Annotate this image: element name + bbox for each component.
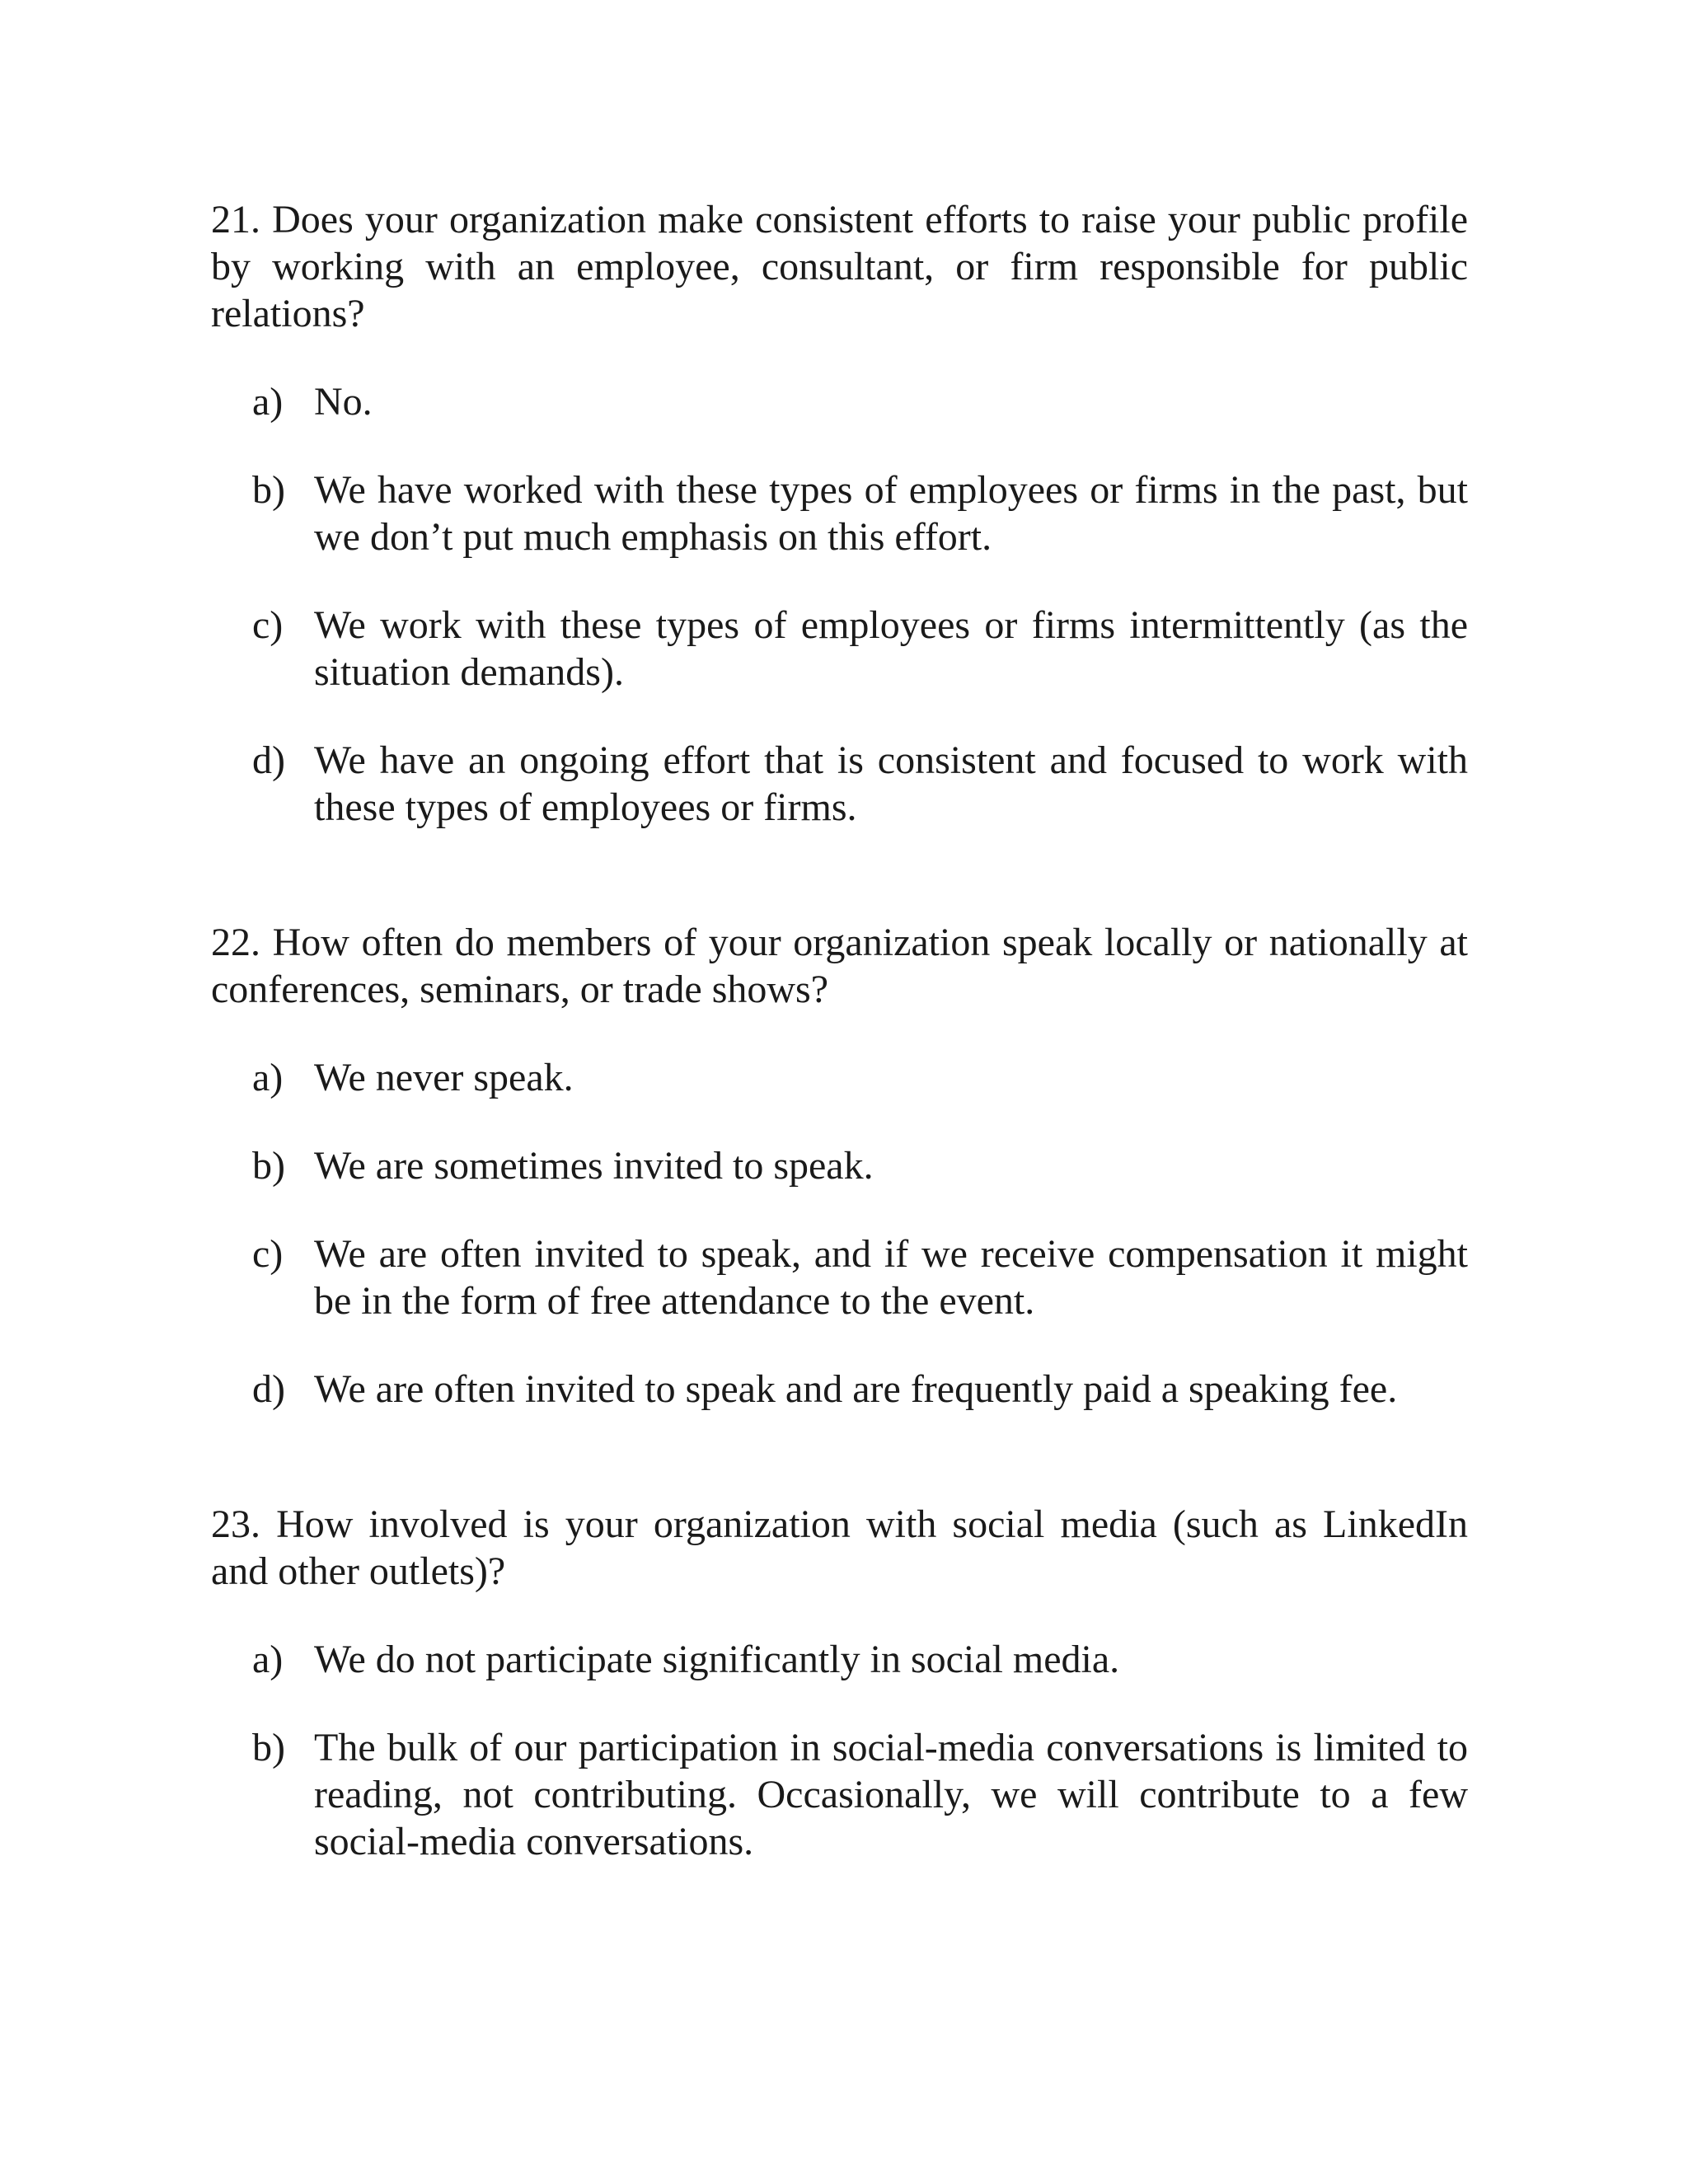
option-text: We are sometimes invited to speak. <box>314 1144 874 1188</box>
option-text: We never speak. <box>314 1056 574 1099</box>
option-text: The bulk of our participation in social-media conversations is limited to reading, not contributing. Occasionally, we will contribute to a few social-media conversations. <box>314 1726 1468 1863</box>
option-text: We are often invited to speak and are frequently paid a speaking fee. <box>314 1367 1398 1411</box>
option-a <box>211 1054 1468 1101</box>
section-spacer <box>211 1454 1468 1501</box>
option-a <box>211 1636 1468 1683</box>
option-text: No. <box>314 380 373 424</box>
option-letter: a) <box>252 1638 284 1681</box>
option-c <box>211 1230 1468 1324</box>
option-text: We have an ongoing effort that is consistent and focused to work with these types of employees or firms. <box>314 738 1468 829</box>
option-d <box>211 737 1468 831</box>
option-text: We work with these types of employees or firms intermittently (as the situation demands). <box>314 603 1468 694</box>
option-b <box>211 466 1468 560</box>
option-letter: a) <box>252 1056 284 1099</box>
option-letter: c) <box>252 603 284 647</box>
question-23 <box>211 1501 1468 1865</box>
option-a <box>211 378 1468 425</box>
option-text: We are often invited to speak, and if we receive compensation it might be in the form of free attendance to the event. <box>314 1232 1468 1323</box>
option-text: We do not participate significantly in social media. <box>314 1638 1120 1681</box>
questionnaire <box>211 196 1468 1906</box>
option-letter: b) <box>252 1726 285 1769</box>
question-22 <box>211 919 1468 1413</box>
question-text: 22. How often do members of your organization speak locally or nationally at conferences, seminars, or trade shows? <box>211 921 1468 1011</box>
option-b <box>211 1142 1468 1189</box>
option-c <box>211 602 1468 696</box>
question-text: 23. How involved is your organization with social media (such as LinkedIn and other outlets)? <box>211 1502 1468 1593</box>
option-text: We have worked with these types of employees or firms in the past, but we don’t put much emphasis on this effort. <box>314 468 1468 559</box>
option-list <box>211 1636 1468 1865</box>
option-letter: d) <box>252 1367 285 1411</box>
option-letter: d) <box>252 738 285 782</box>
option-letter: b) <box>252 468 285 512</box>
question-21 <box>211 196 1468 831</box>
option-letter: c) <box>252 1232 284 1276</box>
option-d <box>211 1366 1468 1413</box>
question-text: 21. Does your organization make consistent efforts to raise your public profile by working with an employee, consultant, or firm responsible for public relations? <box>211 198 1468 335</box>
option-list <box>211 1054 1468 1413</box>
section-spacer <box>211 872 1468 919</box>
option-b <box>211 1724 1468 1865</box>
option-letter: b) <box>252 1144 285 1188</box>
option-list <box>211 378 1468 831</box>
option-letter: a) <box>252 380 284 424</box>
